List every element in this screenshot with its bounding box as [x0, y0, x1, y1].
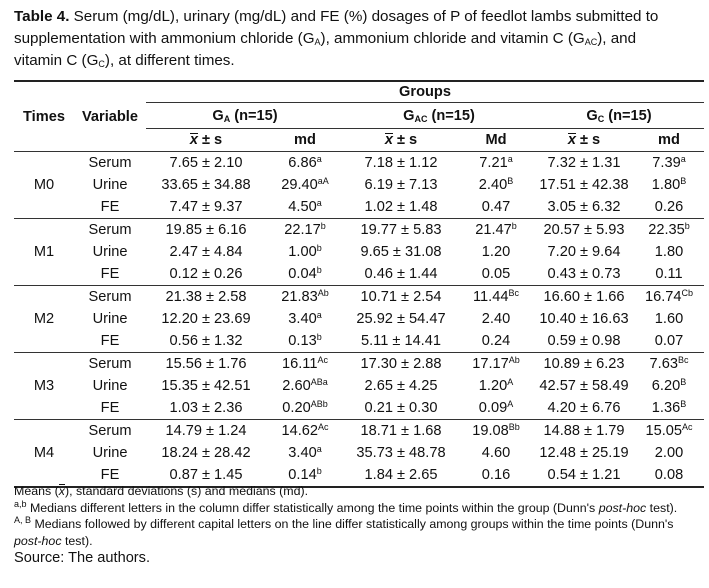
median-cell: [458, 375, 534, 397]
group-base: G: [212, 107, 224, 124]
median-value: 6.20: [651, 378, 681, 394]
median-value: 6.86: [288, 155, 317, 171]
header-variable: Variable: [74, 81, 146, 152]
median-cell: [634, 308, 704, 330]
caption-text-2c: ), and: [597, 30, 637, 47]
median-cell: [634, 174, 704, 196]
variable-cell: FE: [74, 330, 146, 353]
mean-sd-cell: 1.84 ± 2.65: [344, 464, 458, 487]
header-median: Md: [458, 129, 534, 152]
variable-cell: Urine: [92, 378, 128, 394]
median-value: 0.08: [654, 467, 684, 483]
table-row: [14, 152, 704, 175]
mean-sd-cell: 15.35 ± 42.51: [161, 378, 251, 394]
mean-sd-cell: 14.88 ± 1.79: [543, 423, 625, 439]
header-group-2: [534, 103, 704, 129]
mean-sd-cell: 12.48 ± 25.19: [539, 445, 629, 461]
caption-line-3: [14, 50, 704, 72]
median-cell: [266, 353, 344, 376]
mean-sd-cell: 18.24 ± 28.42: [161, 445, 251, 461]
median-cell: [266, 442, 344, 464]
mean-symbol: x: [384, 132, 393, 148]
median-cell: [458, 308, 534, 330]
median-letters: b: [511, 221, 517, 231]
median-value: 21.83: [281, 289, 318, 305]
median-cell: [266, 286, 344, 309]
median-value: 7.63: [649, 356, 678, 372]
mean-sd-cell: 2.47 ± 4.84: [169, 244, 243, 260]
mean-sd-cell: 7.65 ± 2.10: [169, 155, 243, 171]
variable-cell: Urine: [92, 244, 128, 260]
caption-text-3b: ), at different times.: [104, 52, 235, 69]
note-text: Medians followed by different capital letters on the line differ statistically among groups within the time points (Dunn's: [31, 517, 674, 531]
median-cell: [266, 196, 344, 219]
table-row: [14, 442, 704, 464]
median-cell: [266, 219, 344, 242]
table-label: Table 4.: [14, 8, 70, 25]
table-row: [14, 174, 704, 196]
median-letters: b: [316, 332, 322, 342]
median-cell: [458, 241, 534, 263]
median-letters: B: [680, 377, 687, 387]
median-letters: Ac: [682, 422, 693, 432]
mean-symbol: x: [58, 484, 65, 498]
median-value: 0.14: [288, 467, 317, 483]
table-row: [14, 308, 704, 330]
caption-sub: C: [98, 59, 105, 69]
median-value: 14.62: [281, 423, 318, 439]
header-groups: Groups: [146, 81, 704, 103]
median-letters: A: [507, 399, 514, 409]
median-value: 3.40: [288, 311, 317, 327]
group-n: (n=15): [230, 107, 278, 124]
header-row-groups: [14, 81, 704, 103]
mean-sd-cell: 6.19 ± 7.13: [364, 177, 438, 193]
mean-suffix: ± s: [575, 132, 601, 148]
mean-sd-cell: 7.47 ± 9.37: [146, 196, 266, 219]
median-value: 0.26: [654, 199, 684, 215]
table-row: [14, 397, 704, 420]
mean-sd-cell: 5.11 ± 14.41: [344, 330, 458, 353]
source-line: Source: The authors.: [14, 550, 151, 566]
median-letters: a: [507, 154, 513, 164]
median-value: 17.17: [472, 356, 509, 372]
header-median: md: [634, 129, 704, 152]
mean-sd-cell: 3.05 ± 6.32: [534, 196, 634, 219]
table-row: [14, 219, 704, 242]
note-means-a: Means (: [14, 484, 59, 498]
median-value: 2.60: [282, 378, 311, 394]
median-letters: b: [316, 243, 322, 253]
median-cell: [266, 330, 344, 353]
mean-sd-cell: 2.65 ± 4.25: [364, 378, 438, 394]
median-letters: B: [680, 399, 687, 409]
median-value: 16.74: [644, 289, 682, 305]
mean-sd-cell: 19.85 ± 6.16: [165, 222, 247, 238]
median-letters: A: [507, 377, 514, 387]
note-italic: post-hoc: [598, 500, 647, 515]
median-cell: [458, 420, 534, 443]
variable-cell: FE: [74, 196, 146, 219]
header-group-0: [146, 103, 344, 129]
mean-sd-cell: 20.57 ± 5.93: [543, 222, 625, 238]
mean-sd-cell: 9.65 ± 31.08: [360, 244, 442, 260]
median-cell: [634, 442, 704, 464]
median-value: 22.17: [284, 222, 321, 238]
caption-line-1: [14, 6, 704, 28]
group-n: (n=15): [427, 107, 475, 124]
median-letters: Cb: [681, 288, 694, 298]
median-letters: b: [684, 221, 690, 231]
note-text: Medians different letters in the column differ statistically among the time points within the group (Dunn's: [26, 500, 599, 515]
group-base: G: [403, 107, 415, 124]
mean-sd-cell: 25.92 ± 54.47: [356, 311, 446, 327]
mean-sd-cell: 16.60 ± 1.66: [543, 289, 625, 305]
mean-sd-cell: 35.73 ± 48.78: [356, 445, 446, 461]
median-cell: [266, 420, 344, 443]
note-lowercase: [14, 500, 704, 517]
table-row: [14, 420, 704, 443]
median-cell: [634, 219, 704, 242]
median-value: 1.36: [651, 400, 681, 416]
median-cell: [634, 397, 704, 420]
caption-text-1: Serum (mg/dL), urinary (mg/dL) and FE (%) dosages of P of feedlot lambs submitted to: [73, 8, 659, 25]
variable-cell: Urine: [92, 311, 128, 327]
median-letters: Bc: [677, 355, 689, 365]
time-cell: M1: [14, 219, 74, 286]
note-end: test).: [646, 500, 678, 515]
group-sub: A: [223, 113, 231, 124]
median-letters: Ab: [508, 355, 520, 365]
note-means-b: ), standard deviations (s) and medians (md).: [64, 484, 309, 498]
group-sub: AC: [414, 113, 428, 124]
median-value: 1.80: [651, 177, 681, 193]
median-value: 0.16: [481, 467, 511, 483]
median-cell: [634, 152, 704, 175]
median-value: 2.40: [481, 311, 511, 327]
median-cell: [634, 241, 704, 263]
mean-sd-cell: 33.65 ± 34.88: [161, 177, 251, 193]
median-letters: B: [680, 176, 687, 186]
median-value: 19.08: [472, 423, 509, 439]
time-cell: M4: [14, 420, 74, 488]
median-cell: [458, 196, 534, 219]
median-cell: [458, 330, 534, 353]
note-uppercase: [14, 516, 704, 549]
mean-sd-cell: 42.57 ± 58.49: [539, 378, 629, 394]
mean-suffix: ± s: [197, 132, 223, 148]
median-value: 1.60: [654, 311, 684, 327]
median-cell: [458, 219, 534, 242]
mean-sd-cell: 0.43 ± 0.73: [534, 263, 634, 286]
median-cell: [458, 174, 534, 196]
data-table: [14, 80, 704, 488]
mean-sd-cell: 0.21 ± 0.30: [344, 397, 458, 420]
variable-cell: Serum: [88, 423, 132, 439]
note-italic: post-hoc: [14, 533, 62, 548]
table-row: [14, 286, 704, 309]
mean-sd-cell: 0.54 ± 1.21: [534, 464, 634, 487]
table-row: [14, 375, 704, 397]
mean-sd-cell: 10.89 ± 6.23: [543, 356, 625, 372]
variable-cell: FE: [74, 464, 146, 487]
variable-cell: Serum: [88, 155, 132, 171]
median-value: 29.40: [281, 177, 318, 193]
median-value: 1.20: [481, 244, 511, 260]
mean-symbol: x: [189, 132, 198, 148]
mean-sd-cell: 18.71 ± 1.68: [360, 423, 442, 439]
variable-cell: Urine: [92, 445, 128, 461]
median-value: 0.13: [288, 333, 317, 349]
median-letters: a: [316, 310, 322, 320]
note-sup: A, B: [14, 515, 32, 525]
note-end: test).: [61, 533, 93, 548]
median-letters: a: [316, 198, 322, 208]
mean-sd-cell: 0.46 ± 1.44: [344, 263, 458, 286]
median-cell: [266, 397, 344, 420]
variable-cell: FE: [74, 397, 146, 420]
median-cell: [458, 263, 534, 286]
table-row: [14, 263, 704, 286]
median-value: 0.05: [481, 266, 511, 282]
mean-suffix: ± s: [392, 132, 418, 148]
median-value: 7.39: [652, 155, 681, 171]
median-letters: Ab: [317, 288, 329, 298]
median-cell: [458, 442, 534, 464]
median-cell: [634, 286, 704, 309]
median-letters: b: [320, 221, 326, 231]
mean-sd-cell: 7.32 ± 1.31: [547, 155, 621, 171]
median-value: 22.35: [648, 222, 685, 238]
median-letters: ABb: [310, 399, 328, 409]
median-letters: Ac: [317, 355, 328, 365]
group-n: (n=15): [604, 107, 652, 124]
median-value: 1.20: [478, 378, 508, 394]
mean-sd-cell: 0.12 ± 0.26: [146, 263, 266, 286]
median-cell: [266, 174, 344, 196]
median-value: 16.11: [282, 356, 318, 372]
median-letters: Bc: [508, 288, 519, 298]
mean-sd-cell: 0.87 ± 1.45: [146, 464, 266, 487]
median-cell: [458, 397, 534, 420]
mean-sd-cell: 0.59 ± 0.98: [534, 330, 634, 353]
table-row: [14, 353, 704, 376]
mean-sd-cell: 1.03 ± 2.36: [146, 397, 266, 420]
median-cell: [634, 330, 704, 353]
header-mean-sd: [534, 129, 634, 152]
median-cell: [634, 196, 704, 219]
median-value: 2.00: [654, 445, 684, 461]
caption-text-2b: ), ammonium chloride and vitamin C (G: [320, 30, 585, 47]
median-value: 0.47: [481, 199, 511, 215]
median-value: 11.44: [473, 289, 509, 305]
header-times: Times: [14, 81, 74, 152]
table-row: [14, 196, 704, 219]
time-cell: M3: [14, 353, 74, 420]
median-value: 1.00: [288, 244, 317, 260]
group-sub: C: [597, 113, 605, 124]
caption-sub: A: [314, 37, 321, 47]
variable-cell: Urine: [92, 177, 128, 193]
mean-sd-cell: 21.38 ± 2.58: [165, 289, 247, 305]
caption-sub: AC: [584, 37, 598, 47]
median-value: 0.11: [655, 266, 683, 282]
time-cell: M0: [14, 152, 74, 219]
mean-sd-cell: 17.30 ± 2.88: [360, 356, 442, 372]
median-letters: a: [316, 154, 322, 164]
median-value: 4.60: [481, 445, 511, 461]
mean-sd-cell: 19.77 ± 5.83: [360, 222, 442, 238]
median-cell: [458, 286, 534, 309]
group-base: G: [586, 107, 598, 124]
median-cell: [266, 152, 344, 175]
mean-symbol: x: [567, 132, 576, 148]
table-row: [14, 241, 704, 263]
note-means: [14, 483, 704, 500]
median-cell: [266, 375, 344, 397]
median-cell: [458, 353, 534, 376]
median-value: 1.80: [654, 244, 684, 260]
median-value: 21.47: [475, 222, 512, 238]
mean-sd-cell: 12.20 ± 23.69: [161, 311, 251, 327]
median-letters: Bb: [508, 422, 520, 432]
median-letters: b: [316, 466, 322, 476]
median-value: 0.20: [282, 400, 311, 416]
median-cell: [266, 308, 344, 330]
mean-sd-cell: 17.51 ± 42.38: [539, 177, 629, 193]
variable-cell: FE: [74, 263, 146, 286]
median-value: 0.24: [481, 333, 511, 349]
mean-sd-cell: 7.20 ± 9.64: [547, 244, 621, 260]
mean-sd-cell: 1.02 ± 1.48: [344, 196, 458, 219]
median-cell: [634, 375, 704, 397]
median-value: 0.07: [654, 333, 684, 349]
mean-sd-cell: 0.56 ± 1.32: [146, 330, 266, 353]
median-cell: [266, 241, 344, 263]
median-letters: Ac: [318, 422, 329, 432]
table-caption: [14, 6, 704, 72]
variable-cell: Serum: [88, 222, 132, 238]
median-value: 2.40: [478, 177, 508, 193]
median-letters: a: [316, 444, 322, 454]
median-value: 15.05: [645, 423, 682, 439]
header-median: md: [266, 129, 344, 152]
variable-cell: Serum: [88, 356, 132, 372]
median-letters: a: [680, 154, 686, 164]
median-value: 3.40: [288, 445, 317, 461]
caption-line-2: [14, 28, 704, 50]
caption-text-3a: vitamin C (G: [14, 52, 99, 69]
median-value: 0.04: [288, 266, 317, 282]
mean-sd-cell: 14.79 ± 1.24: [165, 423, 247, 439]
header-mean-sd: [146, 129, 266, 152]
time-cell: M2: [14, 286, 74, 353]
mean-sd-cell: 10.40 ± 16.63: [539, 311, 629, 327]
median-letters: B: [507, 176, 514, 186]
mean-sd-cell: 10.71 ± 2.54: [360, 289, 442, 305]
variable-cell: Serum: [88, 289, 132, 305]
note-sup: a,b: [14, 498, 27, 509]
median-value: 0.09: [478, 400, 508, 416]
header-mean-sd: [344, 129, 458, 152]
table-row: [14, 330, 704, 353]
mean-sd-cell: 7.18 ± 1.12: [364, 155, 438, 171]
mean-sd-cell: 4.20 ± 6.76: [534, 397, 634, 420]
median-letters: aA: [317, 176, 329, 186]
mean-sd-cell: 15.56 ± 1.76: [165, 356, 247, 372]
median-value: 7.21: [479, 155, 508, 171]
table-notes: [14, 483, 704, 567]
median-letters: b: [316, 265, 322, 275]
median-cell: [458, 152, 534, 175]
header-group-1: [344, 103, 534, 129]
median-letters: ABa: [310, 377, 328, 387]
median-cell: [634, 353, 704, 376]
median-value: 4.50: [288, 199, 317, 215]
median-cell: [634, 263, 704, 286]
median-cell: [266, 263, 344, 286]
median-cell: [634, 420, 704, 443]
caption-text-2a: supplementation with ammonium chloride (G: [14, 30, 315, 47]
